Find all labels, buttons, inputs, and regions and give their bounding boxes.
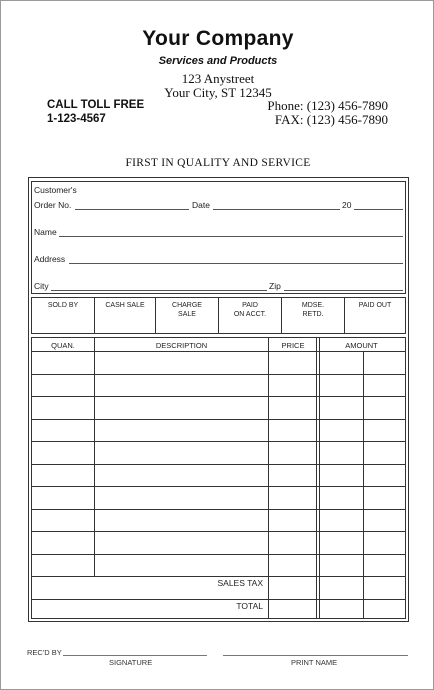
sale-type-line: PAID OUT	[358, 302, 392, 309]
table-row-line	[31, 351, 406, 352]
table-row-line	[31, 554, 406, 555]
fax-number: FAX: (123) 456-7890	[274, 112, 388, 127]
table-row-line	[31, 486, 406, 487]
date-field[interactable]	[213, 209, 340, 210]
sale-type-line: RETD.	[302, 311, 324, 318]
table-column-line	[363, 351, 364, 619]
sale-type-line: CHARGE	[172, 302, 202, 309]
table-row-line	[31, 576, 406, 577]
table-column-line	[316, 337, 317, 619]
city-field[interactable]	[51, 290, 267, 291]
toll-free-label: CALL TOLL FREE	[47, 99, 145, 111]
sale-type-line: ON ACCT.	[233, 311, 267, 318]
total-label: TOTAL	[236, 601, 263, 611]
sale-type-line: PAID	[242, 302, 258, 309]
sales-tax-label: SALES TAX	[217, 578, 263, 588]
street-address: 123 Anystreet	[181, 71, 255, 86]
table-row-line	[31, 599, 406, 600]
table-row-line	[31, 396, 406, 397]
year-field[interactable]	[354, 209, 403, 210]
sale-type-line: CASH SALE	[105, 302, 145, 309]
table-column-line	[268, 337, 269, 619]
print-name-label: PRINT NAME	[291, 658, 338, 667]
signature-label: SIGNATURE	[109, 658, 153, 667]
zip-label: Zip	[269, 281, 281, 291]
toll-free-number: 1-123-4567	[47, 113, 106, 125]
date-label: Date	[192, 200, 210, 210]
motto: FIRST IN QUALITY AND SERVICE	[125, 157, 311, 169]
table-row-line	[31, 464, 406, 465]
col-header-price: PRICE	[281, 341, 305, 350]
sale-type-mdse-retd[interactable]	[282, 297, 345, 334]
address-label: Address	[34, 254, 66, 264]
table-column-line	[94, 337, 95, 576]
company-tagline: Services and Products	[158, 55, 278, 67]
name-field[interactable]	[59, 236, 403, 237]
col-header-description: DESCRIPTION	[155, 341, 208, 350]
col-header-amount: AMOUNT	[345, 341, 378, 350]
signature-field[interactable]	[63, 655, 207, 656]
order-no-field[interactable]	[75, 209, 189, 210]
customers-label: Customer's	[34, 185, 77, 195]
city-address: Your City, ST 12345	[164, 85, 272, 100]
customer-info-box	[31, 181, 406, 294]
sale-type-line: SOLD BY	[47, 302, 79, 309]
table-row-line	[31, 419, 406, 420]
address-field[interactable]	[69, 263, 403, 264]
city-label: City	[34, 281, 49, 291]
table-row-line	[31, 441, 406, 442]
sale-type-paid-out[interactable]	[345, 297, 405, 334]
phone-number: Phone: (123) 456-7890	[267, 98, 388, 113]
sale-type-charge-sale[interactable]	[156, 297, 219, 334]
sale-type-line: SALE	[178, 311, 196, 318]
sale-type-line: MDSE.	[301, 302, 325, 309]
table-row-line	[31, 509, 406, 510]
table-row-line	[31, 374, 406, 375]
received-by-label: REC'D BY	[27, 648, 62, 657]
sale-type-sold-by[interactable]	[32, 297, 95, 334]
company-name: Your Company	[142, 27, 294, 50]
table-row-line	[31, 531, 406, 532]
order-no-label: Order No.	[34, 200, 72, 210]
sale-type-cash-sale[interactable]	[95, 297, 156, 334]
zip-field[interactable]	[284, 290, 403, 291]
name-label: Name	[34, 227, 57, 237]
year-prefix: 20	[342, 200, 352, 210]
table-column-line	[319, 337, 320, 619]
col-header-quantity: QUAN.	[51, 341, 75, 350]
print-name-field[interactable]	[223, 655, 408, 656]
sale-type-paid-on-acct[interactable]	[219, 297, 282, 334]
